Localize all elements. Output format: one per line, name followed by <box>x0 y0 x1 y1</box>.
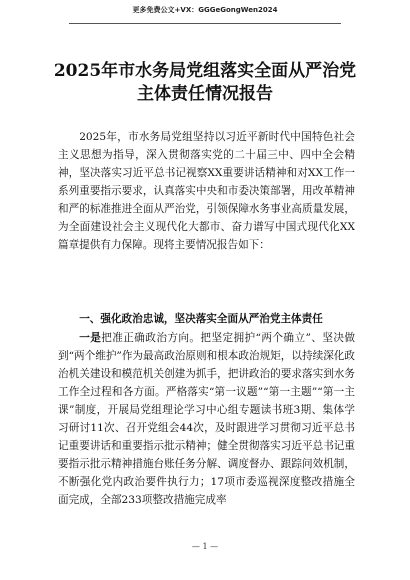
page-number: — 1 — <box>191 542 219 551</box>
title-line-2: 主体责任情况报告 <box>137 84 273 104</box>
document-title <box>40 60 370 106</box>
paragraph-2 <box>58 329 355 509</box>
header-divider <box>69 23 341 24</box>
intro-paragraph: 2025年，市水务局党组坚持以习近平新时代中国特色社会主义思想为指导，深入贯彻落实党的二十届三中、四中全会精神，坚决落实习近平总书记视察XX重要讲话精神和对XX工作一系列重要指示要求，认真落实中央和市委决策部署，用改革精神和严的标准推进全面从严治党，引领保障水务事业高质量发展，为全面建设社会主义现代化大都市、奋力谱写中国式现代化XX篇章提供有力保障。现将主要情况报告如下： <box>58 131 355 251</box>
header-watermark-text: 更多免费公文+VX：GGGeGongWen2024 <box>132 6 278 14</box>
title-line-1: 2025年市水务局党组落实全面从严治党 <box>53 61 357 81</box>
paragraph-2-body: 把准正确政治方向。把坚定拥护“两个确立”、坚决做到“两个维护”作为最高政治原则和根本政治规矩，以持续深化政治机关建设和模范机关创建为抓手，把讲政治的要求落实到水务工作全过程和各方面。严格落实“第一议题”“第一主题”“第一主课”制度，开展局党组理论学习中心组专题读书班3期、集体学习研讨11次、召开党组会44次，及时跟进学习贯彻习近平总书记重要讲话和重要指示批示精神；健全贯彻落实习近平总书记重要指示批示精神措施台账任务分解、调度督办、跟踪问效机制，不断强化党内政治要件执行力；17项市委巡视深度整改措施全面完成，全部233项整改措施完成率 <box>58 332 355 506</box>
paragraph-2-lead: 一是 <box>79 332 102 344</box>
section-heading-1: 一、强化政治忠诚，坚决落实全面从严治党主体责任 <box>79 313 323 325</box>
